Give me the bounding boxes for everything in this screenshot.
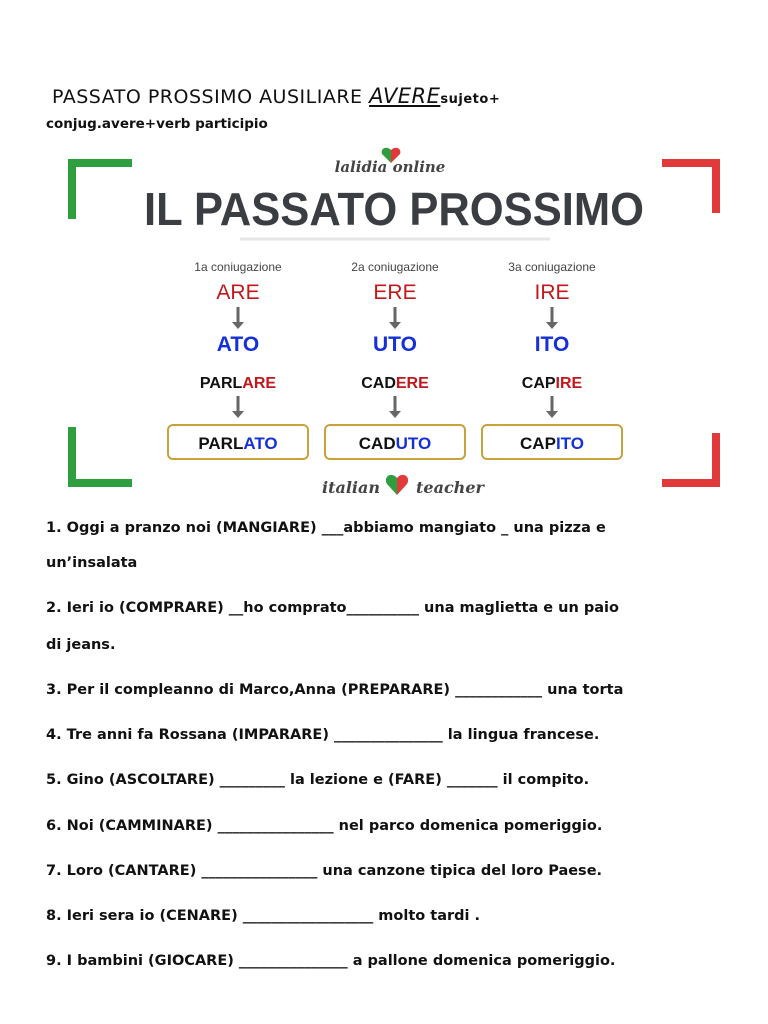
exercise-line: 5. Gino (ASCOLTARE) _________ la lezione e (FARE) _______ il compito.	[46, 772, 590, 788]
exercise-line: 2. Ieri io (COMPRARE) __ho comprato__________ una maglietta e un paio	[46, 600, 619, 616]
exercise-line: 7. Loro (CANTARE) ________________ una canzone tipica del loro Paese.	[46, 863, 603, 879]
worksheet-subtitle: conjug.avere+verb participio	[46, 116, 268, 132]
worksheet-title	[52, 84, 500, 108]
brand-top: lalidia online	[334, 158, 446, 176]
col3-infinitive-ending: IRE	[534, 281, 570, 304]
exercise-line: 8. Ieri sera io (CENARE) __________________ molto tardi .	[46, 908, 481, 924]
col3-example-verb: CAPIRE	[521, 375, 583, 392]
col2-example-participle: CADUTO	[358, 434, 432, 453]
col1-arrow-2-head	[232, 411, 244, 418]
exercise-line: di jeans.	[46, 637, 116, 653]
passato-prossimo-poster	[60, 145, 728, 507]
col1-infinitive-ending: ARE	[216, 281, 260, 304]
corner-top-left	[68, 159, 132, 219]
col2-arrow-2-head	[389, 411, 401, 418]
exercise-line: 1. Oggi a pranzo noi (MANGIARE) ___abbiamo mangiato _ una pizza e	[46, 520, 606, 536]
exercise-line: 9. I bambini (GIOCARE) _______________ a pallone domenica pomeriggio.	[46, 953, 616, 969]
title-avere: AVERE	[369, 84, 441, 108]
col2-infinitive-ending: ERE	[373, 281, 417, 304]
title-suffix: sujeto+	[440, 92, 501, 107]
col1-arrow-1-head	[232, 322, 244, 329]
col1-participle-ending: ATO	[216, 333, 260, 356]
exercise-line: 4. Tre anni fa Rossana (IMPARARE) _______________ la lingua francese.	[46, 727, 600, 743]
col3-example-participle: CAPITO	[520, 434, 584, 453]
col2-example-verb: CADERE	[361, 375, 429, 392]
col3-conj-label: 3a coniugazione	[508, 260, 596, 274]
poster-title: IL PASSATO PROSSIMO	[144, 183, 644, 235]
exercise-line: 3. Per il compleanno di Marco,Anna (PREPARARE) ____________ una torta	[46, 682, 624, 698]
conjugation-columns	[168, 260, 622, 459]
italian-heart-icon-bottom	[386, 475, 408, 495]
col2-participle-ending: UTO	[373, 333, 417, 356]
col3-arrow-1-head	[546, 322, 558, 329]
title-main: PASSATO PROSSIMO AUSILIARE	[52, 86, 370, 108]
exercise-line: 6. Noi (CAMMINARE) ________________ nel parco domenica pomeriggio.	[46, 818, 603, 834]
exercise-line: un’insalata	[46, 555, 138, 571]
col3-participle-ending: ITO	[534, 333, 570, 356]
col2-conj-label: 2a coniugazione	[351, 260, 439, 274]
corner-bottom-right	[662, 433, 720, 487]
brand-bottom-left: italian	[322, 478, 380, 497]
col1-example-verb: PARLARE	[199, 375, 277, 392]
col1-conj-label: 1a coniugazione	[194, 260, 282, 274]
col1-example-participle: PARLATO	[198, 434, 278, 453]
brand-bottom-right: teacher	[416, 478, 484, 497]
col3-arrow-2-head	[546, 411, 558, 418]
corner-bottom-left	[68, 427, 132, 487]
col2-arrow-1-head	[389, 322, 401, 329]
corner-top-right	[662, 159, 720, 213]
